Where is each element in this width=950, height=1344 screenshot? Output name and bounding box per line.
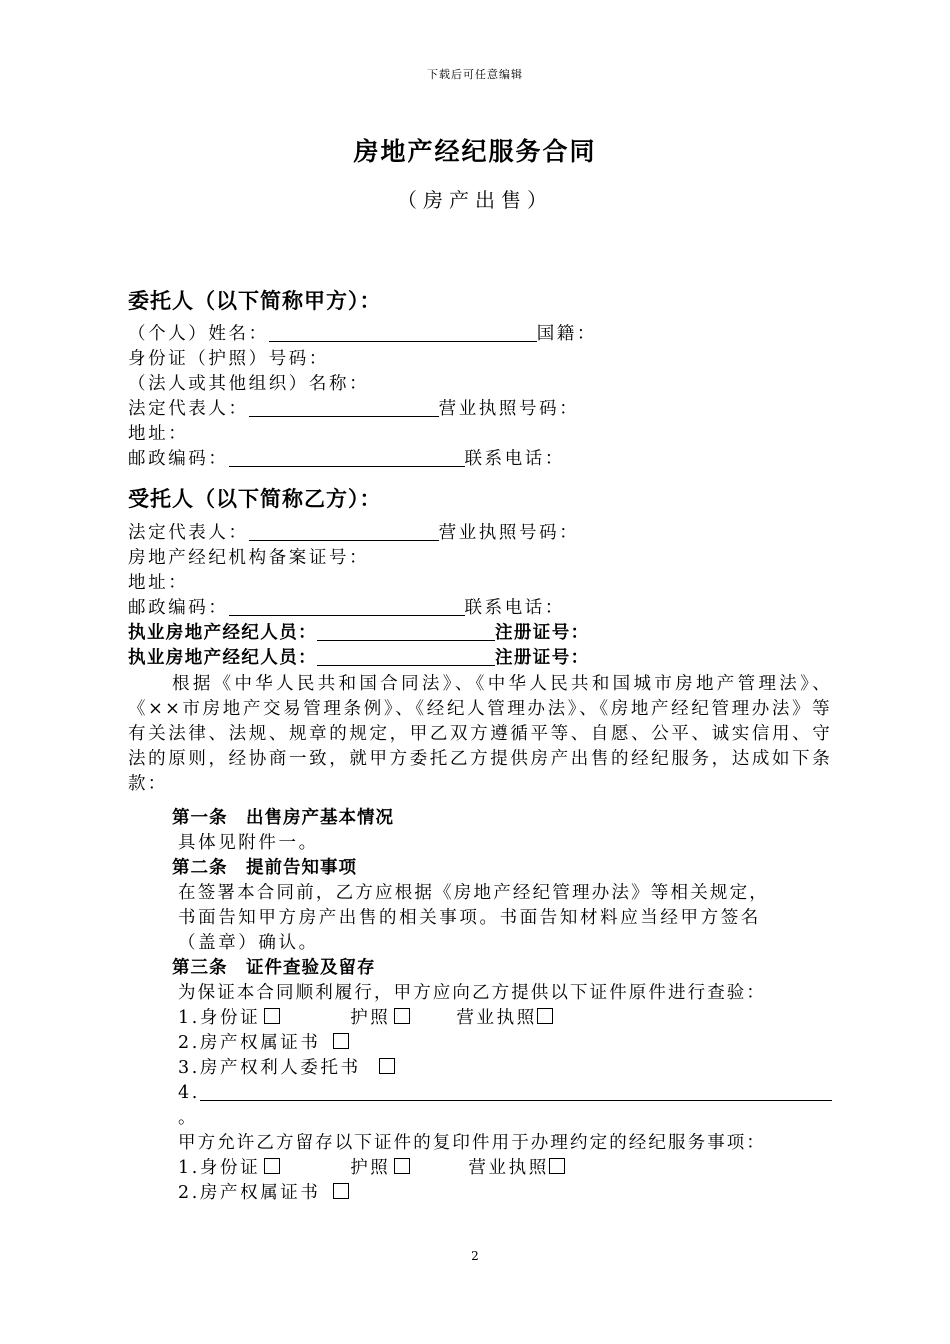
postcode-label: 邮政编码： [128, 598, 229, 618]
id-card-checkbox[interactable] [264, 1158, 280, 1174]
nationality-label: 国籍： [536, 324, 598, 344]
check-row-1 [178, 1006, 553, 1031]
article-1-text: 具体见附件一。 [178, 833, 319, 853]
copy-row-1 [178, 1156, 565, 1181]
document-title: 房地产经纪服务合同 [353, 137, 597, 166]
other-label: 4. [178, 1083, 200, 1103]
check-row-3 [178, 1056, 395, 1081]
agent-blank[interactable] [317, 621, 495, 641]
phone-label: 联系电话： [464, 598, 565, 618]
property-cert-label: 2.房产权属证书 [178, 1183, 321, 1203]
party-b-agent-line-2 [128, 646, 590, 671]
check-row-4-period: 。 [178, 1108, 199, 1128]
check-row-2 [178, 1031, 349, 1056]
owner-auth-checkbox[interactable] [379, 1058, 395, 1074]
party-a-heading: 委托人（以下简称甲方）： [128, 288, 382, 313]
agent-label: 执业房地产经纪人员： [128, 623, 317, 643]
passport-label: 护照 [350, 1008, 391, 1028]
article-2-line-1: 在签署本合同前，乙方应根据《房地产经纪管理办法》等相关规定， [178, 883, 769, 903]
party-a-org-line: （法人或其他组织）名称： [128, 374, 370, 394]
business-license-checkbox[interactable] [537, 1008, 553, 1024]
rep-label: 法定代表人： [128, 523, 249, 543]
rep-blank[interactable] [249, 397, 439, 417]
header-note: 下载后可任意编辑 [427, 68, 523, 81]
article-3-intro: 为保证本合同顺利履行，甲方应向乙方提供以下证件原件进行查验： [178, 983, 766, 1003]
id-card-checkbox[interactable] [264, 1008, 280, 1024]
license-label: 营业执照号码： [438, 523, 580, 543]
party-b-agent-line-1 [128, 621, 590, 646]
property-cert-label: 2.房产权属证书 [178, 1033, 321, 1053]
business-license-label: 营业执照 [468, 1158, 549, 1178]
party-b-heading: 受托人（以下简称乙方）： [128, 486, 382, 511]
article-2-line-3: （盖章）确认。 [178, 933, 319, 953]
owner-auth-label: 3.房产权利人委托书 [178, 1058, 361, 1078]
passport-label: 护照 [350, 1158, 391, 1178]
rep-blank[interactable] [249, 521, 439, 541]
property-cert-checkbox[interactable] [333, 1033, 349, 1049]
check-row-4 [178, 1081, 832, 1106]
agent-label: 执业房地产经纪人员： [128, 648, 317, 668]
agent-blank[interactable] [317, 646, 495, 666]
article-2-title: 第二条 提前告知事项 [172, 858, 357, 878]
business-license-label: 营业执照 [456, 1008, 537, 1028]
other-blank[interactable] [200, 1081, 832, 1101]
party-a-id-line: 身份证（护照）号码： [128, 349, 329, 369]
party-b-rep-line [128, 521, 579, 546]
party-a-address-line: 地址： [128, 424, 189, 444]
document-subtitle: （房产出售） [397, 188, 553, 212]
article-1-title: 第一条 出售房产基本情况 [172, 808, 394, 828]
postcode-blank[interactable] [229, 447, 465, 467]
name-blank[interactable] [269, 322, 537, 342]
party-a-name-line [128, 322, 597, 347]
postcode-blank[interactable] [229, 596, 465, 616]
rep-label: 法定代表人： [128, 399, 249, 419]
page-number: 2 [471, 1249, 479, 1263]
intro-paragraph: 根据《中华人民共和国合同法》、《中华人民共和国城市房地产管理法》、《××市房地产交易管理条例》、《经纪人管理办法》、《房地产经纪管理办法》等有关法律、法规、规章的规定，甲乙双方遵循平等、自愿、公平、诚实信用、守法的原则，经协商一致，就甲方委托乙方提供房产出售的经纪服务，达成如下条款： [128, 674, 832, 794]
property-cert-checkbox[interactable] [333, 1183, 349, 1199]
copy-row-2 [178, 1181, 349, 1206]
party-b-filing-line: 房地产经纪机构备案证号： [128, 548, 370, 568]
reg-label: 注册证号： [495, 623, 590, 643]
reg-label: 注册证号： [495, 648, 590, 668]
name-label: （个人）姓名： [128, 324, 269, 344]
phone-label: 联系电话： [464, 449, 565, 469]
party-b-postcode-line [128, 596, 565, 621]
id-card-label: 1.身份证 [178, 1158, 261, 1178]
party-b-address-line: 地址： [128, 573, 189, 593]
postcode-label: 邮政编码： [128, 449, 229, 469]
license-label: 营业执照号码： [438, 399, 580, 419]
article-3-copy-intro: 甲方允许乙方留存以下证件的复印件用于办理约定的经纪服务事项： [178, 1133, 766, 1153]
article-2-line-2: 书面告知甲方房产出售的相关事项。书面告知材料应当经甲方签名 [178, 908, 761, 928]
party-a-postcode-line [128, 447, 565, 472]
article-3-title: 第三条 证件查验及留存 [172, 958, 376, 978]
passport-checkbox[interactable] [394, 1158, 410, 1174]
passport-checkbox[interactable] [394, 1008, 410, 1024]
id-card-label: 1.身份证 [178, 1008, 261, 1028]
business-license-checkbox[interactable] [549, 1158, 565, 1174]
party-a-rep-line [128, 397, 579, 422]
